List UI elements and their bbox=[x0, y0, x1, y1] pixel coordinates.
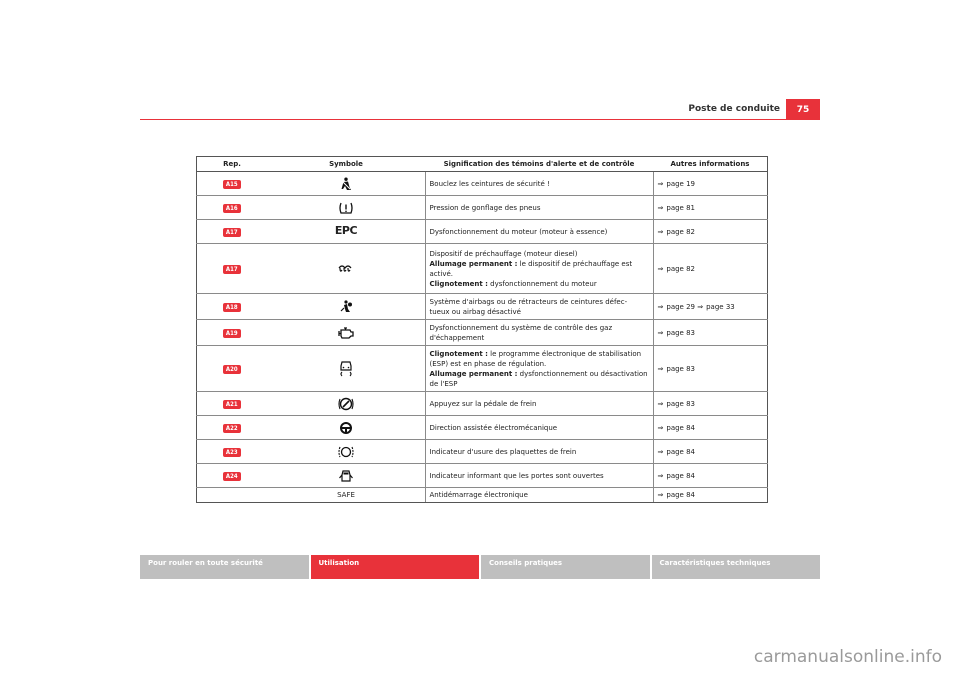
brake-pedal-icon bbox=[338, 400, 354, 408]
meaning-text: Dysfonctionnement du système de contrôle des gaz d'échappement bbox=[425, 320, 653, 346]
meaning-text: Indicateur d'usure des plaquettes de frein bbox=[425, 440, 653, 464]
page-reference[interactable]: ⇒ page 82 bbox=[653, 244, 768, 294]
page-reference[interactable]: ⇒ page 19 bbox=[653, 172, 768, 196]
arrow-right-icon: ⇒ bbox=[657, 179, 664, 188]
page-number: 75 bbox=[786, 99, 820, 119]
arrow-right-icon: ⇒ bbox=[697, 302, 704, 311]
ref-badge: A16 bbox=[223, 204, 241, 213]
seatbelt-icon bbox=[339, 180, 353, 188]
esp-icon bbox=[339, 365, 353, 373]
meaning-text: Dysfonctionnement du moteur (moteur à essence) bbox=[425, 220, 653, 244]
table-row bbox=[197, 244, 768, 294]
arrow-right-icon: ⇒ bbox=[657, 203, 664, 212]
table-row bbox=[197, 346, 768, 392]
ref-badge: A24 bbox=[223, 472, 241, 481]
arrow-right-icon: ⇒ bbox=[657, 227, 664, 236]
header-divider bbox=[140, 119, 820, 120]
meaning-text: Antidémarrage électronique bbox=[425, 488, 653, 503]
table-row bbox=[197, 440, 768, 464]
footer-tab-utilisation[interactable]: Utilisation bbox=[311, 555, 480, 579]
arrow-right-icon: ⇒ bbox=[657, 447, 664, 456]
engine-check-icon bbox=[337, 329, 355, 337]
warning-lights-table bbox=[196, 156, 768, 503]
table-row bbox=[197, 416, 768, 440]
page-reference[interactable]: ⇒ page 29 ⇒ page 33 bbox=[653, 294, 768, 320]
ref-badge: A18 bbox=[223, 303, 241, 312]
table-row bbox=[197, 220, 768, 244]
column-header-ref: Rep. bbox=[197, 157, 268, 172]
footer-tab-safety[interactable]: Pour rouler en toute sécurité bbox=[140, 555, 309, 579]
table-row bbox=[197, 172, 768, 196]
page-reference[interactable]: ⇒ page 83 bbox=[653, 320, 768, 346]
table-row bbox=[197, 488, 768, 503]
meaning-text: Système d'airbags ou de rétracteurs de ceintures défec- tueux ou airbag désactivé bbox=[425, 294, 653, 320]
meaning-text: Bouclez les ceintures de sécurité ! bbox=[425, 172, 653, 196]
column-header-meaning: Signification des témoins d'alerte et de contrôle bbox=[425, 157, 653, 172]
meaning-text: Direction assistée électromécanique bbox=[425, 416, 653, 440]
meaning-text: Dispositif de préchauffage (moteur diesel) Allumage permanent : le dispositif de préchauffage est activé. Clignotement : dysfonctionnement du moteur bbox=[425, 244, 653, 294]
table-row bbox=[197, 464, 768, 488]
tyre-pressure-icon bbox=[338, 204, 354, 212]
epc-icon: EPC bbox=[334, 224, 358, 237]
meaning-text: Indicateur informant que les portes sont ouvertes bbox=[425, 464, 653, 488]
page-section-title: Poste de conduite bbox=[688, 104, 780, 114]
column-header-symbol: Symbole bbox=[267, 157, 425, 172]
page-reference[interactable]: ⇒ page 84 bbox=[653, 464, 768, 488]
ref-badge: A15 bbox=[223, 180, 241, 189]
ref-badge: A17 bbox=[223, 228, 241, 237]
page-reference[interactable]: ⇒ page 83 bbox=[653, 346, 768, 392]
ref-badge: A22 bbox=[223, 424, 241, 433]
ref-badge: A20 bbox=[223, 365, 241, 374]
footer-nav bbox=[140, 555, 820, 579]
table-header-row bbox=[197, 157, 768, 172]
page-reference[interactable]: ⇒ page 84 bbox=[653, 416, 768, 440]
footer-tab-specs[interactable]: Caractéristiques techniques bbox=[652, 555, 821, 579]
meaning-text: Clignotement : le programme électronique de stabilisation (ESP) est en phase de régulation. Allumage permanent : dysfonctionnement ou désactivation de l'ESP bbox=[425, 346, 653, 392]
page-reference[interactable]: ⇒ page 84 bbox=[653, 488, 768, 503]
ref-badge: A17 bbox=[223, 265, 241, 274]
arrow-right-icon: ⇒ bbox=[657, 364, 664, 373]
arrow-right-icon: ⇒ bbox=[657, 328, 664, 337]
glow-plug-icon bbox=[338, 265, 354, 273]
brake-pad-icon bbox=[338, 448, 354, 456]
airbag-off-icon bbox=[339, 303, 353, 311]
page-reference[interactable]: ⇒ page 81 bbox=[653, 196, 768, 220]
ref-badge: A23 bbox=[223, 448, 241, 457]
arrow-right-icon: ⇒ bbox=[657, 302, 664, 311]
safe-label: SAFE bbox=[267, 488, 425, 503]
page-reference[interactable]: ⇒ page 83 bbox=[653, 392, 768, 416]
footer-tab-advice[interactable]: Conseils pratiques bbox=[481, 555, 650, 579]
arrow-right-icon: ⇒ bbox=[657, 491, 664, 499]
page-reference[interactable]: ⇒ page 84 bbox=[653, 440, 768, 464]
table-row bbox=[197, 196, 768, 220]
door-open-icon bbox=[339, 472, 353, 480]
watermark: carmanualsonline.info bbox=[753, 647, 942, 667]
meaning-text: Appuyez sur la pédale de frein bbox=[425, 392, 653, 416]
column-header-info: Autres informations bbox=[653, 157, 768, 172]
table-row bbox=[197, 294, 768, 320]
arrow-right-icon: ⇒ bbox=[657, 471, 664, 480]
arrow-right-icon: ⇒ bbox=[657, 423, 664, 432]
steering-icon bbox=[339, 424, 353, 432]
table-row bbox=[197, 320, 768, 346]
arrow-right-icon: ⇒ bbox=[657, 399, 664, 408]
page-reference[interactable]: ⇒ page 82 bbox=[653, 220, 768, 244]
meaning-text: Pression de gonflage des pneus bbox=[425, 196, 653, 220]
table-row bbox=[197, 392, 768, 416]
ref-badge: A19 bbox=[223, 329, 241, 338]
ref-badge: A21 bbox=[223, 400, 241, 409]
arrow-right-icon: ⇒ bbox=[657, 264, 664, 273]
ref-empty bbox=[197, 488, 268, 503]
